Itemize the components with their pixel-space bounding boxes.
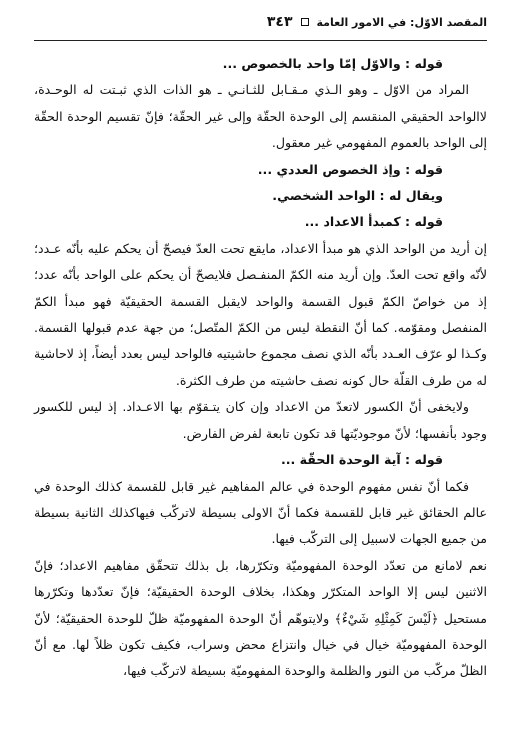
square-separator-icon — [301, 18, 309, 26]
body-paragraph: ولايخفى أنّ الكسور لاتعدّ من الاعداد وإن كان يتـقوّم بها الاعـداد. إذ ليس للكسور وجود بأنفسها؛ لأنّ موجوديّتها قد تكون تابعة لفرض الفارض. — [34, 399, 487, 441]
quote-heading: قوله : وإذ الخصوص العددي ... — [257, 161, 443, 177]
body-paragraph: نعم لامانع من تعدّد الوحدة المفهوميّة وتكرّرها، بل بذلك تتحقّق مفاهيم الاعداد؛ فإنّ الاثنين ليس إلا الواحد المتكرّر وهكذا، بخلاف الوحدة الحقيقيّة؛ فإنّ تعدّدها وتكرّرها مستحيل ﴿لَيْسَ كَمِثْلِهِ شَيْءٌ﴾ ولايتوهّم أنّ الوحدة المفهوميّة ظلّ للوحدة الحقيقيّة؛ لأنّ الوحدة المفهوميّة خيال في خيال وانتزاع محض وسراب، فكيف تكون ظلاً لها. مع أنّ الظلّ مركّب من النور والظلمة والوحدة المفهوميّة بسيطة لاتركّب فيها، — [34, 557, 487, 679]
running-header — [34, 14, 487, 41]
section-title: المقصد الاوّل: في الامور العامة — [316, 16, 487, 29]
body-paragraph: إن أريد من الواحد الذي هو مبدأ الاعداد، مايقع تحت العدّ فيصحّ أن يحكم عليه بأنّه عـدد؛ لأنّه واقع تحت العدّ. وإن أريد منه الكمّ المنفـصل فلايصحّ أن يحكم على الواحد بأنّه عدد؛ إذ من خواصّ الكمّ قبول القسمة والواحد لايقبل القسمة الحقيقيّة فهو مبدأ الكمّ المنفصل ومقوّمه. كما أنّ النقطة ليس من الكمّ المتّصل؛ من جهة عدم قبولها القسمة. وكـذا لو عرّف العـدد بأنّه الذي نصف مجموع حاشيتيه فالواحد ليس بعدد أيضاً، إذ لاحاشية له من طرف القلّة حال كونه نصف حاشيته من طرف الكثرة. — [34, 240, 487, 388]
body-paragraph: المراد من الاوّل ـ وهو الـذي مـقـابل للثـانـي ـ هو الذات الذي ثبـتت له الوحـدة، لاالواحد الحقيقي المنقسم إلى الوحدة الحقّة وإلى غير الحقّة؛ فإنّ تقسيم الوحدة الحقّة إلى الواحد بالعموم المفهومي غير معقول. — [34, 82, 487, 151]
quote-heading: قوله : كمبدأ الاعداد ... — [304, 214, 443, 230]
quote-heading: قوله : والاوّل إمّا واحد بالخصوص ... — [222, 56, 443, 71]
quote-heading: ويقال له : الواحد الشخصي. — [272, 188, 443, 204]
page-body — [34, 51, 487, 685]
page-number: ٣٤٣ — [266, 14, 293, 30]
body-paragraph: فكما أنّ نفس مفهوم الوحدة في عالم المفاهيم غير قابل للقسمة كذلك الوحدة في عالم الحقائق غير قابل للقسمة فكما أنّ الاولى بسيطة لاتركّب فيهاكذلك الثانية بسيطة من جميع الجهات لاسبيل إلى التركّب فيها. — [34, 478, 487, 547]
quote-heading: قوله : آية الوحدة الحقّة ... — [280, 452, 443, 468]
